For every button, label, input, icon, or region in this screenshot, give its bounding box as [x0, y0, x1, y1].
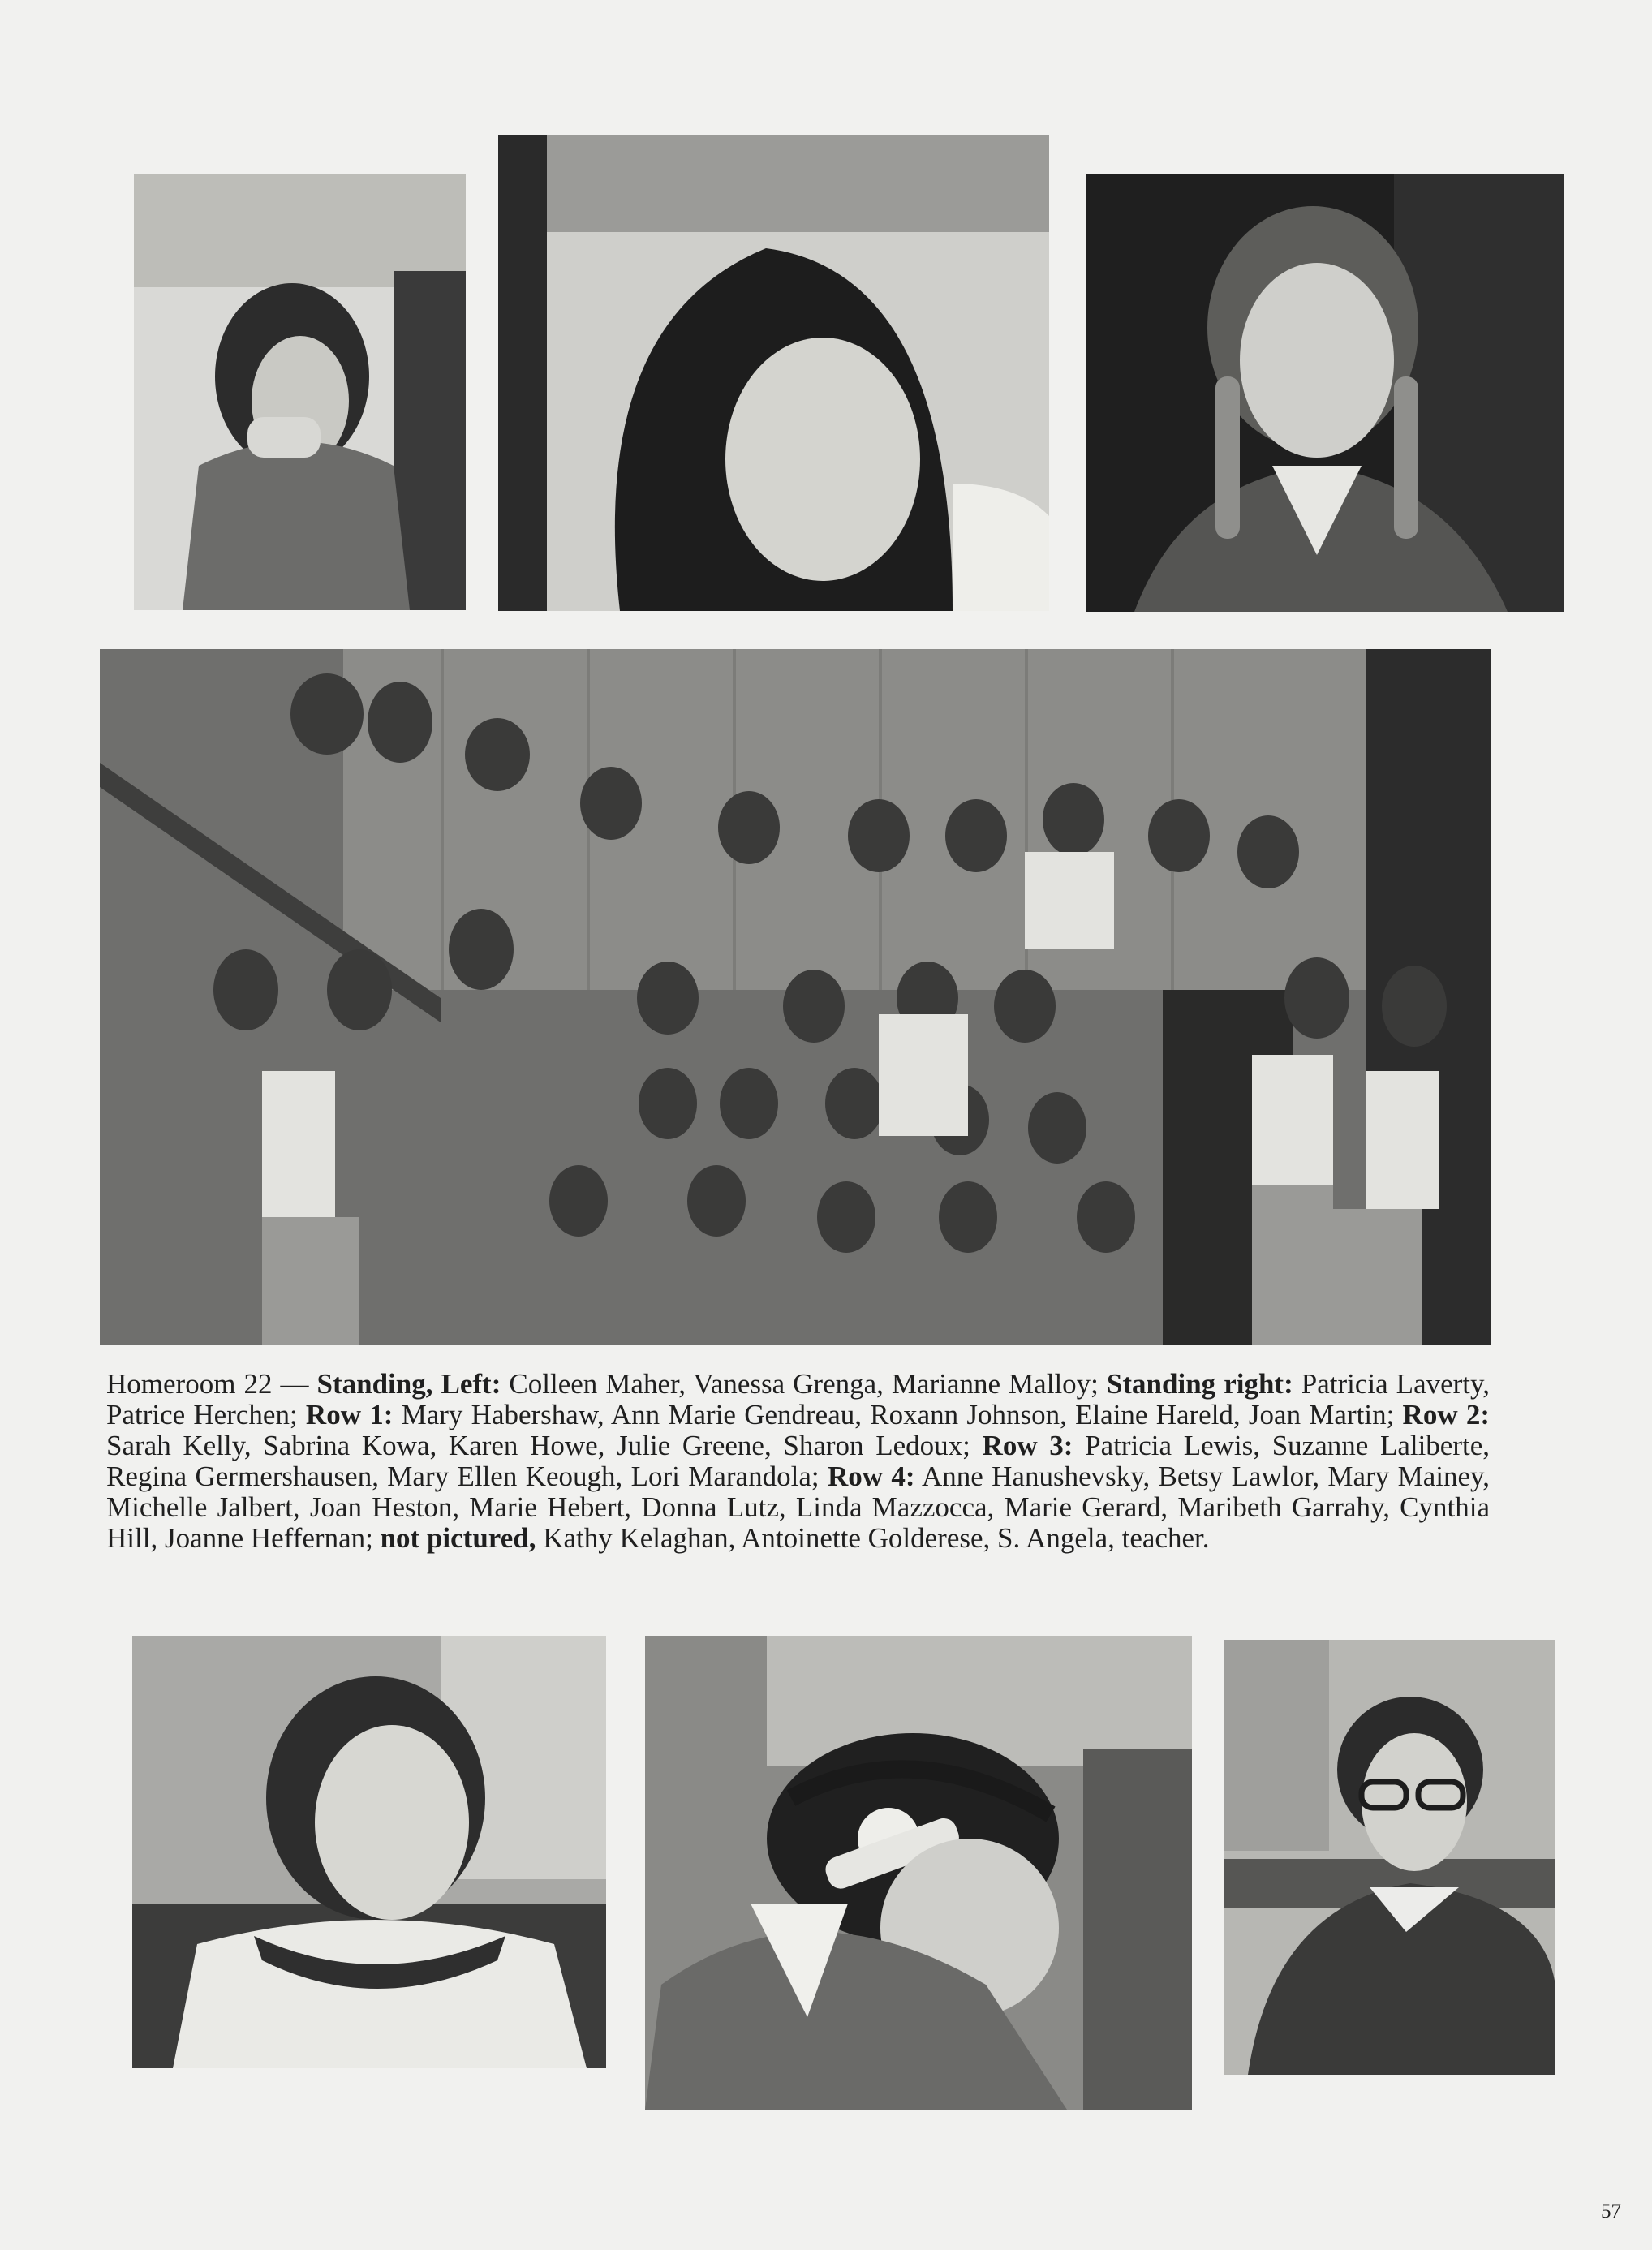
caption-names-row-2: Sarah Kelly, Sabrina Kowa, Karen Howe, Julie Greene, Sharon Ledoux;: [106, 1430, 983, 1461]
photo-student-glasses: [1224, 1640, 1555, 2075]
caption-label-not-pictured: not pictured,: [380, 1522, 536, 1554]
photo-student-braids: [1086, 174, 1564, 612]
caption-label-row-1: Row 1:: [305, 1399, 394, 1430]
group-photo-caption: [106, 1369, 1490, 1554]
photo-student-long-hair: [498, 135, 1049, 611]
caption-names-row-4: Anne Hanushevsky, Betsy Lawlor, Mary Mainey, Michelle Jalbert, Joan Heston, Marie Hebert, Donna Lutz, Linda Mazzocca, Marie Gerard, Maribeth Garrahy, Cynthia Hill, Joanne Heffernan;: [106, 1461, 1490, 1554]
caption-names-standing-right: Patricia Laverty, Patrice Herchen;: [106, 1368, 1490, 1430]
caption-label-row-3: Row 3:: [982, 1430, 1073, 1461]
photo-homeroom-group: [100, 649, 1491, 1345]
photo-student-hands-clasped: [134, 174, 466, 610]
caption-names-row-3: Patricia Lewis, Suzanne Laliberte, Regina Germershausen, Mary Ellen Keough, Lori Marandola;: [106, 1430, 1491, 1492]
photo-student-headphones: [645, 1636, 1192, 2110]
page-number: 57: [1601, 2201, 1621, 2222]
caption-intro: Homeroom 22 —: [106, 1368, 317, 1400]
caption-names-not-pictured: Kathy Kelaghan, Antoinette Golderese, S. Angela, teacher.: [536, 1522, 1210, 1554]
photo-student-smiling: [132, 1636, 606, 2068]
caption-label-row-2: Row 2:: [1402, 1399, 1490, 1430]
caption-label-standing-right: Standing right:: [1106, 1368, 1293, 1400]
caption-label-row-4: Row 4:: [827, 1461, 915, 1492]
caption-label-standing-left: Standing, Left:: [316, 1368, 501, 1400]
caption-names-row-1: Mary Habershaw, Ann Marie Gendreau, Roxann Johnson, Elaine Hareld, Joan Martin;: [393, 1399, 1403, 1430]
caption-names-standing-left: Colleen Maher, Vanessa Grenga, Marianne Malloy;: [501, 1368, 1107, 1400]
